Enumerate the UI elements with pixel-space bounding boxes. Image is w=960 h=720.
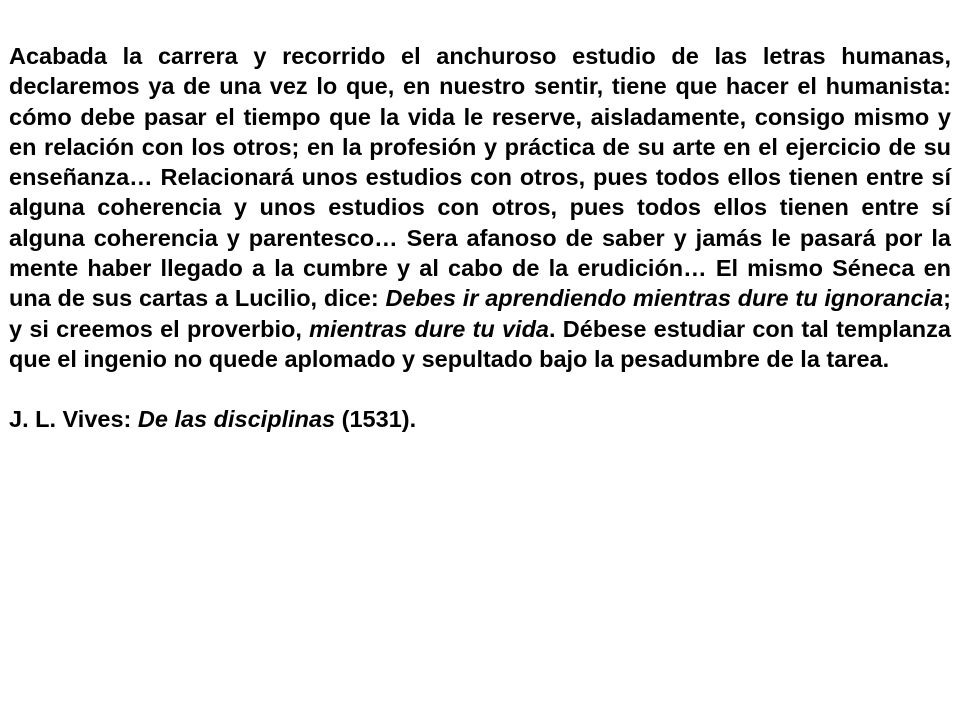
citation-year: (1531).: [335, 406, 417, 433]
quote-italic-part-1: Debes ir aprendiendo mientras dure tu ignorancia: [385, 285, 944, 312]
slide-content: [9, 41, 951, 435]
citation-work-title: De las disciplinas: [137, 406, 336, 433]
quote-italic-part-2: mientras dure tu vida: [309, 315, 550, 342]
quote-text-part-2: ; y si creemos el proverbio,: [9, 285, 951, 342]
quote-paragraph: [9, 41, 951, 374]
quote-text-part-1: Acabada la carrera y recorrido el anchuroso estudio de las letras humanas, declaremos ya de una vez lo que, en nuestro sentir, tiene que hacer el humanista: cómo debe pasar el tiempo que la vida le reserve, aisladamente, consigo mismo y en relación con los otros; en la profesión y práctica de su arte en el ejercicio de su enseñanza… Relacionará unos estudios con otros, pues todos ellos tienen entre sí alguna coherencia y unos estudios con otros, pues todos ellos tienen entre sí alguna coherencia y parentesco… Sera afanoso de saber y jamás le pasará por la mente haber llegado a la cumbre y al cabo de la erudición… El mismo Séneca en una de sus cartas a Lucilio, dice:: [9, 43, 951, 312]
citation: [9, 404, 951, 434]
quote-text-part-3: . Débese estudiar con tal templanza que el ingenio no quede aplomado y sepultado bajo la pesadumbre de la tarea.: [9, 315, 951, 372]
citation-author: J. L. Vives:: [9, 406, 138, 433]
